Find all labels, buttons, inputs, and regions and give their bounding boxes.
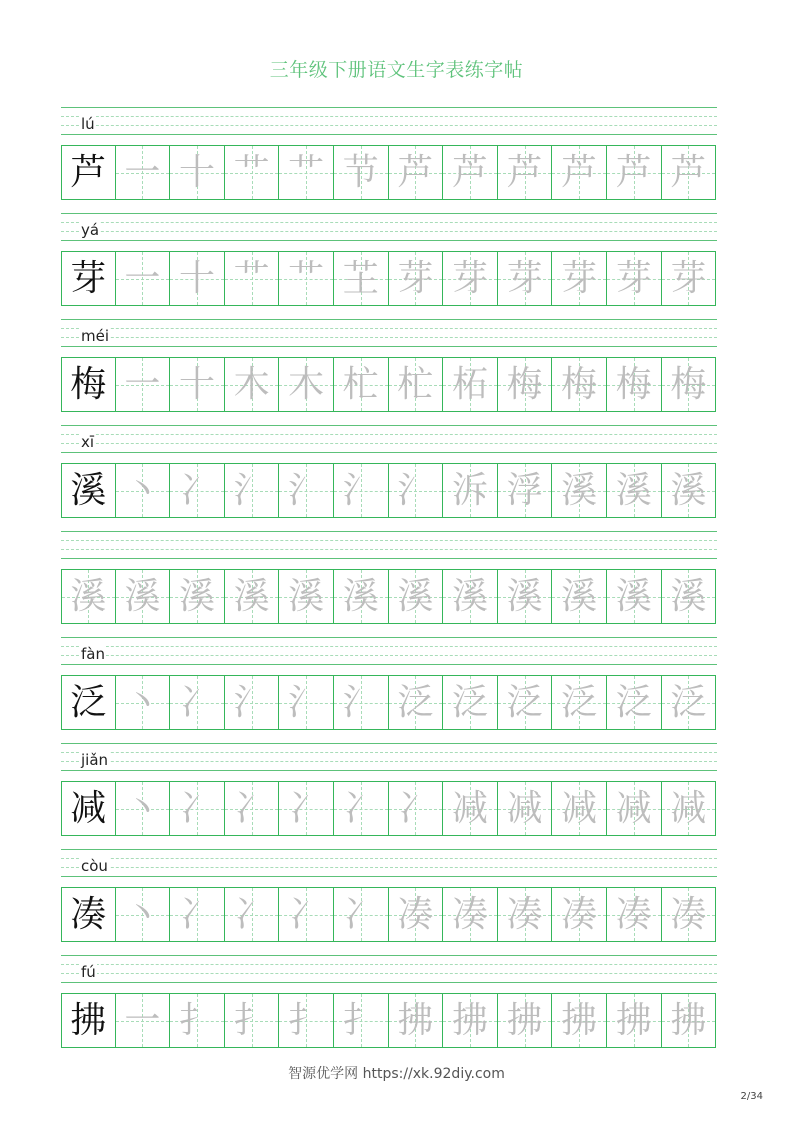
trace-character: 梅 bbox=[506, 363, 543, 405]
trace-character: 冫 bbox=[233, 787, 270, 829]
trace-character: 减 bbox=[506, 787, 543, 829]
practice-row bbox=[61, 213, 717, 306]
practice-row bbox=[61, 743, 717, 836]
trace-character: 泛 bbox=[670, 681, 707, 723]
trace-character-cell bbox=[116, 569, 171, 624]
trace-character: 扌 bbox=[342, 999, 379, 1041]
trace-character: 柘 bbox=[451, 363, 488, 405]
trace-character-cell bbox=[279, 357, 334, 412]
practice-row bbox=[61, 107, 717, 200]
trace-character: 一 bbox=[124, 257, 161, 299]
trace-character: 芽 bbox=[615, 257, 652, 299]
trace-character: 丶 bbox=[124, 787, 161, 829]
trace-character-cell bbox=[389, 675, 444, 730]
trace-character: 溪 bbox=[561, 469, 598, 511]
trace-character-cell bbox=[334, 675, 389, 730]
trace-character-cell bbox=[552, 781, 607, 836]
pinyin-lines bbox=[61, 531, 717, 565]
trace-character: 溪 bbox=[615, 575, 652, 617]
trace-character-cell bbox=[498, 569, 553, 624]
pinyin-label: lú bbox=[81, 115, 95, 133]
trace-character-cell bbox=[334, 463, 389, 518]
trace-character-cell bbox=[607, 357, 662, 412]
trace-character-cell bbox=[279, 993, 334, 1048]
trace-character-cell bbox=[552, 357, 607, 412]
trace-character: 艹 bbox=[288, 257, 325, 299]
trace-character: 溪 bbox=[124, 575, 161, 617]
trace-character-cell bbox=[334, 887, 389, 942]
model-character: 拂 bbox=[70, 999, 107, 1041]
trace-character-cell bbox=[662, 993, 717, 1048]
practice-row bbox=[61, 531, 717, 624]
tianzige-grid bbox=[61, 993, 717, 1048]
trace-character: 减 bbox=[561, 787, 598, 829]
trace-character: 溪 bbox=[233, 575, 270, 617]
trace-character: 芦 bbox=[506, 151, 543, 193]
tianzige-grid bbox=[61, 569, 717, 624]
trace-character: 木 bbox=[233, 363, 270, 405]
trace-character: 浮 bbox=[506, 469, 543, 511]
trace-character: 泛 bbox=[506, 681, 543, 723]
trace-character-cell bbox=[552, 145, 607, 200]
trace-character: 溪 bbox=[615, 469, 652, 511]
trace-character-cell bbox=[225, 357, 280, 412]
model-character: 溪 bbox=[70, 469, 107, 511]
trace-character: 溪 bbox=[288, 575, 325, 617]
trace-character-cell bbox=[389, 145, 444, 200]
trace-character-cell bbox=[225, 569, 280, 624]
trace-character-cell bbox=[279, 781, 334, 836]
trace-character-cell bbox=[662, 887, 717, 942]
pinyin-label: jiǎn bbox=[81, 751, 109, 769]
trace-character: 溪 bbox=[670, 469, 707, 511]
trace-character: 溪 bbox=[561, 575, 598, 617]
trace-character-cell bbox=[279, 569, 334, 624]
trace-character-cell bbox=[279, 251, 334, 306]
trace-character: 拂 bbox=[397, 999, 434, 1041]
practice-row bbox=[61, 425, 717, 518]
trace-character: 溪 bbox=[451, 575, 488, 617]
pinyin-lines bbox=[61, 107, 717, 141]
trace-character: 氵 bbox=[233, 469, 270, 511]
trace-character-cell bbox=[498, 781, 553, 836]
trace-character-cell bbox=[389, 887, 444, 942]
trace-character: 木 bbox=[288, 363, 325, 405]
trace-character-cell bbox=[662, 145, 717, 200]
trace-character: 减 bbox=[451, 787, 488, 829]
trace-character: 冫 bbox=[233, 893, 270, 935]
model-character-cell bbox=[61, 887, 116, 942]
trace-character: 氵 bbox=[342, 469, 379, 511]
trace-character-cell bbox=[170, 781, 225, 836]
trace-character: 十 bbox=[178, 151, 215, 193]
trace-character-cell bbox=[662, 251, 717, 306]
trace-character: 芏 bbox=[342, 257, 379, 299]
trace-character: 芦 bbox=[397, 151, 434, 193]
trace-character: 泛 bbox=[561, 681, 598, 723]
trace-character-cell bbox=[116, 357, 171, 412]
trace-character-cell bbox=[443, 145, 498, 200]
trace-character: 一 bbox=[124, 999, 161, 1041]
trace-character: 凑 bbox=[561, 893, 598, 935]
trace-character: 溪 bbox=[397, 575, 434, 617]
trace-character-cell bbox=[170, 887, 225, 942]
trace-character-cell bbox=[607, 569, 662, 624]
model-character-cell bbox=[61, 569, 116, 624]
trace-character-cell bbox=[170, 251, 225, 306]
model-character: 芽 bbox=[70, 257, 107, 299]
model-character: 芦 bbox=[70, 151, 107, 193]
trace-character: 氵 bbox=[397, 469, 434, 511]
trace-character: 凑 bbox=[615, 893, 652, 935]
trace-character-cell bbox=[443, 993, 498, 1048]
trace-character: 泛 bbox=[451, 681, 488, 723]
trace-character: 梅 bbox=[615, 363, 652, 405]
trace-character-cell bbox=[443, 569, 498, 624]
trace-character: 凑 bbox=[397, 893, 434, 935]
trace-character-cell bbox=[552, 569, 607, 624]
pinyin-lines bbox=[61, 319, 717, 353]
trace-character-cell bbox=[225, 145, 280, 200]
tianzige-grid bbox=[61, 781, 717, 836]
trace-character: 溪 bbox=[670, 575, 707, 617]
model-character-cell bbox=[61, 781, 116, 836]
trace-character-cell bbox=[334, 357, 389, 412]
trace-character-cell bbox=[552, 887, 607, 942]
model-character-cell bbox=[61, 145, 116, 200]
trace-character-cell bbox=[443, 887, 498, 942]
trace-character-cell bbox=[389, 251, 444, 306]
trace-character-cell bbox=[443, 357, 498, 412]
trace-character-cell bbox=[607, 251, 662, 306]
trace-character: 扌 bbox=[233, 999, 270, 1041]
trace-character: 冫 bbox=[288, 787, 325, 829]
pinyin-lines bbox=[61, 637, 717, 671]
trace-character-cell bbox=[116, 145, 171, 200]
trace-character: 十 bbox=[178, 257, 215, 299]
trace-character-cell bbox=[552, 675, 607, 730]
model-character: 减 bbox=[70, 787, 107, 829]
trace-character: 十 bbox=[178, 363, 215, 405]
trace-character: 艹 bbox=[233, 257, 270, 299]
trace-character-cell bbox=[498, 887, 553, 942]
trace-character: 艹 bbox=[288, 151, 325, 193]
trace-character-cell bbox=[170, 569, 225, 624]
trace-character: 泛 bbox=[615, 681, 652, 723]
trace-character-cell bbox=[116, 463, 171, 518]
trace-character-cell bbox=[662, 781, 717, 836]
practice-row bbox=[61, 637, 717, 730]
trace-character: 溪 bbox=[178, 575, 215, 617]
trace-character-cell bbox=[552, 251, 607, 306]
trace-character: 溪 bbox=[342, 575, 379, 617]
tianzige-grid bbox=[61, 251, 717, 306]
trace-character: 氵 bbox=[233, 681, 270, 723]
trace-character-cell bbox=[225, 993, 280, 1048]
page-title: 三年级下册语文生字表练字帖 bbox=[269, 59, 524, 81]
trace-character: 芽 bbox=[561, 257, 598, 299]
trace-character-cell bbox=[389, 993, 444, 1048]
trace-character-cell bbox=[607, 887, 662, 942]
model-character-cell bbox=[61, 463, 116, 518]
trace-character-cell bbox=[334, 251, 389, 306]
pinyin-lines bbox=[61, 849, 717, 883]
trace-character: 一 bbox=[124, 151, 161, 193]
trace-character: 冫 bbox=[178, 681, 215, 723]
trace-character-cell bbox=[443, 463, 498, 518]
trace-character: 泝 bbox=[451, 469, 488, 511]
trace-character-cell bbox=[225, 781, 280, 836]
trace-character: 拂 bbox=[670, 999, 707, 1041]
tianzige-grid bbox=[61, 145, 717, 200]
page-number: 2/34 bbox=[740, 1091, 763, 1102]
trace-character: 节 bbox=[342, 151, 379, 193]
trace-character-cell bbox=[498, 675, 553, 730]
trace-character-cell bbox=[443, 781, 498, 836]
trace-character-cell bbox=[334, 569, 389, 624]
trace-character: 扌 bbox=[178, 999, 215, 1041]
trace-character-cell bbox=[170, 145, 225, 200]
tianzige-grid bbox=[61, 675, 717, 730]
practice-row bbox=[61, 849, 717, 942]
pinyin-lines bbox=[61, 743, 717, 777]
trace-character-cell bbox=[607, 463, 662, 518]
trace-character-cell bbox=[443, 675, 498, 730]
trace-character-cell bbox=[279, 675, 334, 730]
pinyin-label: méi bbox=[81, 327, 110, 345]
trace-character-cell bbox=[662, 463, 717, 518]
trace-character-cell bbox=[607, 781, 662, 836]
trace-character-cell bbox=[334, 145, 389, 200]
trace-character-cell bbox=[389, 569, 444, 624]
trace-character-cell bbox=[279, 463, 334, 518]
pinyin-lines bbox=[61, 213, 717, 247]
trace-character: 凑 bbox=[670, 893, 707, 935]
trace-character-cell bbox=[552, 463, 607, 518]
trace-character-cell bbox=[498, 145, 553, 200]
trace-character: 溪 bbox=[70, 575, 107, 617]
trace-character: 氵 bbox=[342, 681, 379, 723]
trace-character-cell bbox=[116, 675, 171, 730]
trace-character: 凑 bbox=[451, 893, 488, 935]
model-character-cell bbox=[61, 357, 116, 412]
trace-character-cell bbox=[170, 993, 225, 1048]
trace-character: 泛 bbox=[397, 681, 434, 723]
trace-character: 丶 bbox=[124, 681, 161, 723]
trace-character-cell bbox=[607, 675, 662, 730]
trace-character-cell bbox=[116, 887, 171, 942]
trace-character: 氵 bbox=[288, 469, 325, 511]
trace-character: 溪 bbox=[506, 575, 543, 617]
pinyin-label: fú bbox=[81, 963, 96, 981]
model-character: 凑 bbox=[70, 893, 107, 935]
trace-character: 冫 bbox=[397, 787, 434, 829]
tianzige-grid bbox=[61, 887, 717, 942]
trace-character: 氵 bbox=[288, 681, 325, 723]
trace-character-cell bbox=[116, 781, 171, 836]
trace-character: 扌 bbox=[288, 999, 325, 1041]
trace-character-cell bbox=[279, 145, 334, 200]
trace-character-cell bbox=[279, 887, 334, 942]
trace-character-cell bbox=[389, 463, 444, 518]
model-character: 梅 bbox=[70, 363, 107, 405]
trace-character-cell bbox=[389, 781, 444, 836]
trace-character: 凑 bbox=[506, 893, 543, 935]
trace-character: 芦 bbox=[561, 151, 598, 193]
trace-character: 一 bbox=[124, 363, 161, 405]
trace-character-cell bbox=[662, 675, 717, 730]
pinyin-lines bbox=[61, 425, 717, 459]
pinyin-label: xī bbox=[81, 433, 95, 451]
practice-row bbox=[61, 319, 717, 412]
trace-character-cell bbox=[225, 463, 280, 518]
trace-character-cell bbox=[607, 993, 662, 1048]
trace-character-cell bbox=[170, 675, 225, 730]
trace-character-cell bbox=[225, 887, 280, 942]
trace-character-cell bbox=[662, 569, 717, 624]
trace-character: 杧 bbox=[397, 363, 434, 405]
trace-character: 冫 bbox=[288, 893, 325, 935]
pinyin-label: còu bbox=[81, 857, 108, 875]
trace-character: 冫 bbox=[178, 893, 215, 935]
trace-character: 芦 bbox=[451, 151, 488, 193]
trace-character-cell bbox=[498, 357, 553, 412]
tianzige-grid bbox=[61, 463, 717, 518]
trace-character-cell bbox=[225, 251, 280, 306]
trace-character-cell bbox=[170, 357, 225, 412]
trace-character: 芽 bbox=[397, 257, 434, 299]
trace-character: 芽 bbox=[451, 257, 488, 299]
trace-character-cell bbox=[498, 993, 553, 1048]
trace-character: 杧 bbox=[342, 363, 379, 405]
model-character-cell bbox=[61, 993, 116, 1048]
trace-character: 冫 bbox=[178, 469, 215, 511]
trace-character-cell bbox=[116, 993, 171, 1048]
trace-character-cell bbox=[334, 993, 389, 1048]
model-character-cell bbox=[61, 251, 116, 306]
trace-character: 艹 bbox=[233, 151, 270, 193]
trace-character: 芽 bbox=[506, 257, 543, 299]
trace-character: 拂 bbox=[506, 999, 543, 1041]
trace-character: 丶 bbox=[124, 469, 161, 511]
trace-character: 减 bbox=[670, 787, 707, 829]
trace-character-cell bbox=[116, 251, 171, 306]
trace-character: 拂 bbox=[561, 999, 598, 1041]
trace-character: 减 bbox=[615, 787, 652, 829]
trace-character: 芦 bbox=[615, 151, 652, 193]
trace-character: 芽 bbox=[670, 257, 707, 299]
trace-character-cell bbox=[225, 675, 280, 730]
trace-character: 梅 bbox=[670, 363, 707, 405]
trace-character-cell bbox=[552, 993, 607, 1048]
trace-character: 拂 bbox=[451, 999, 488, 1041]
trace-character-cell bbox=[170, 463, 225, 518]
tianzige-grid bbox=[61, 357, 717, 412]
pinyin-lines bbox=[61, 955, 717, 989]
trace-character: 丶 bbox=[124, 893, 161, 935]
trace-character: 冫 bbox=[342, 893, 379, 935]
trace-character-cell bbox=[443, 251, 498, 306]
pinyin-label: fàn bbox=[81, 645, 105, 663]
trace-character: 冫 bbox=[178, 787, 215, 829]
trace-character-cell bbox=[498, 251, 553, 306]
trace-character: 芦 bbox=[670, 151, 707, 193]
trace-character-cell bbox=[607, 145, 662, 200]
trace-character-cell bbox=[498, 463, 553, 518]
trace-character: 梅 bbox=[561, 363, 598, 405]
model-character: 泛 bbox=[70, 681, 107, 723]
trace-character-cell bbox=[662, 357, 717, 412]
trace-character-cell bbox=[334, 781, 389, 836]
trace-character: 冫 bbox=[342, 787, 379, 829]
practice-row bbox=[61, 955, 717, 1048]
trace-character: 拂 bbox=[615, 999, 652, 1041]
pinyin-label: yá bbox=[81, 221, 100, 239]
model-character-cell bbox=[61, 675, 116, 730]
footer-source: 智源优学网 https://xk.92diy.com bbox=[288, 1066, 505, 1082]
trace-character-cell bbox=[389, 357, 444, 412]
